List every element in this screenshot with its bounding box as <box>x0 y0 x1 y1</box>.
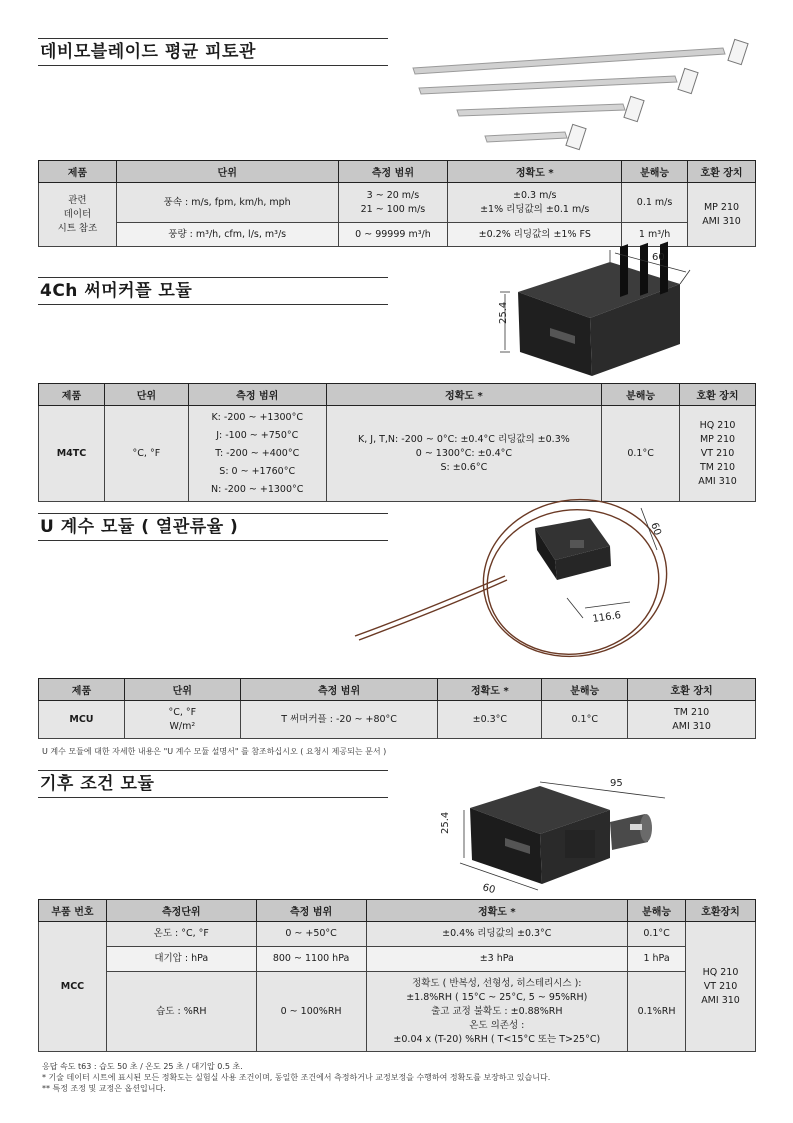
accuracy-cell: ±3 hPa <box>366 947 628 972</box>
table-header-row <box>39 161 756 183</box>
resolution-cell: 1 m³/h <box>622 223 688 247</box>
range-line: N: -200 ~ +1300°C <box>211 483 304 495</box>
unit-cell: °C, °F W/m² <box>124 701 240 739</box>
header-devices: 호환장치 <box>686 900 756 922</box>
climate-module-image <box>430 768 680 898</box>
table-row <box>39 183 756 223</box>
devices-cell: MP 210 AMI 310 <box>688 183 756 247</box>
header-part-number: 부품 번호 <box>39 900 107 922</box>
table-row <box>39 406 756 502</box>
footnotes <box>42 1061 550 1094</box>
thermo-module-image <box>480 248 700 383</box>
header-unit: 단위 <box>116 161 338 183</box>
product-cell: M4TC <box>39 406 105 502</box>
header-range: 측정 범위 <box>256 900 366 922</box>
resolution-cell: 0.1 m/s <box>622 183 688 223</box>
resolution-cell: 0.1%RH <box>628 972 686 1052</box>
thermo-section-title: 4Ch 써머커플 모듈 <box>38 277 388 305</box>
table-row <box>39 972 756 1052</box>
ucoef-note: U 계수 모듈에 대한 자세한 내용은 "U 계수 모듈 설명서" 를 참조하십시오 ( 요청시 제공되는 문서 ) <box>42 747 387 756</box>
ucoef-module-image <box>345 498 680 673</box>
accuracy-cell: ±0.3 m/s ±1% 리딩값의 ±0.1 m/s <box>448 183 622 223</box>
table-row <box>39 701 756 739</box>
resolution-cell: 0.1°C <box>628 922 686 947</box>
accuracy-cell: ±0.4% 리딩값의 ±0.3°C <box>366 922 628 947</box>
header-accuracy: 정확도 * <box>326 384 602 406</box>
dim-b-label: 116.6 <box>591 610 622 625</box>
header-product: 제품 <box>39 384 105 406</box>
dim-height-label: 25.4 <box>440 811 451 834</box>
header-devices: 호환 장치 <box>688 161 756 183</box>
header-unit: 측정단위 <box>106 900 256 922</box>
range-cell: T 써머커플 : -20 ~ +80°C <box>240 701 438 739</box>
ucoef-section-title: U 계수 모듈 ( 열관류율 ) <box>38 513 388 541</box>
header-devices: 호환 장치 <box>628 679 756 701</box>
unit-cell: 온도 : °C, °F <box>106 922 256 947</box>
table-row <box>39 947 756 972</box>
devices-cell: HQ 210 MP 210 VT 210 TM 210 AMI 310 <box>680 406 756 502</box>
pitot-tube-2 <box>419 68 698 94</box>
table-row <box>39 922 756 947</box>
thermocouple-cables <box>355 485 679 671</box>
header-resolution: 분해능 <box>602 384 680 406</box>
climate-module-body <box>470 786 610 884</box>
dim-height-label: 25.4 <box>498 301 509 324</box>
devices-cell: HQ 210 VT 210 AMI 310 <box>686 922 756 1052</box>
header-accuracy: 정확도 * <box>366 900 628 922</box>
range-line: J: -100 ~ +750°C <box>216 429 299 441</box>
product-cell: 관련 데이터 시트 참조 <box>39 183 117 247</box>
product-cell: MCU <box>39 701 125 739</box>
resolution-cell: 1 hPa <box>628 947 686 972</box>
range-line: K: -200 ~ +1300°C <box>211 411 303 423</box>
pitot-tube-4 <box>485 124 586 149</box>
product-cell: MCC <box>39 922 107 1052</box>
unit-cell: °C, °F <box>104 406 188 502</box>
table-header-row <box>39 900 756 922</box>
pitot-tubes-image <box>405 38 765 168</box>
accuracy-cell: ±0.2% 리딩값의 ±1% FS <box>448 223 622 247</box>
range-cell: 0 ~ +50°C <box>256 922 366 947</box>
climate-section-title: 기후 조건 모듈 <box>38 770 388 798</box>
header-devices: 호환 장치 <box>680 384 756 406</box>
pitot-tube-1 <box>413 39 748 74</box>
header-resolution: 분해능 <box>628 900 686 922</box>
accuracy-cell: 정확도 ( 반복성, 선형성, 히스테리시스 ): ±1.8%RH ( 15°C ~ 25°C, 5 ~ 95%RH) 출고 교정 불확도 : ±0.88%RH 온도 의존성 : ±0.04 x (T-20) %RH ( T<15°C 또는 T>25°C) <box>366 972 628 1052</box>
dim-a-label: 60 <box>648 521 663 537</box>
range-cell: 0 ~ 100%RH <box>256 972 366 1052</box>
pitot-section-title: 데비모블레이드 평균 피토관 <box>38 38 388 66</box>
header-range: 측정 범위 <box>338 161 448 183</box>
dim-width-label: 60 <box>481 882 497 897</box>
header-unit: 단위 <box>124 679 240 701</box>
table-header-row <box>39 679 756 701</box>
pitot-tube-3 <box>457 96 644 121</box>
thermo-spec-table <box>38 383 756 502</box>
header-range: 측정 범위 <box>188 384 326 406</box>
unit-cell: 풍량 : m³/h, cfm, l/s, m³/s <box>116 223 338 247</box>
unit-cell: 풍속 : m/s, fpm, km/h, mph <box>116 183 338 223</box>
unit-cell: 습도 : %RH <box>106 972 256 1052</box>
ucoef-module-body <box>535 518 611 580</box>
range-line: S: 0 ~ +1760°C <box>219 465 296 477</box>
unit-cell: 대기압 : hPa <box>106 947 256 972</box>
range-cell: 3 ~ 20 m/s 21 ~ 100 m/s <box>338 183 448 223</box>
dim-length-label: 95 <box>610 778 623 789</box>
header-product: 제품 <box>39 679 125 701</box>
footnote-options: ** 특정 조정 및 교정은 옵션입니다. <box>42 1084 166 1093</box>
range-cell: 800 ~ 1100 hPa <box>256 947 366 972</box>
pitot-spec-table <box>38 160 756 247</box>
table-header-row <box>39 384 756 406</box>
footnote-response-time: 응답 속도 t63 : 습도 50 초 / 온도 25 초 / 대기압 0.5 초. <box>42 1062 243 1071</box>
footnote-accuracy: * 기술 데이터 시트에 표시된 모든 정확도는 실험실 사용 조건이며, 동일한 조건에서 측정하거나 교정보정을 수행하여 정확도를 보장하고 있습니다. <box>42 1073 551 1082</box>
devices-cell: TM 210 AMI 310 <box>628 701 756 739</box>
resolution-cell: 0.1°C <box>542 701 628 739</box>
header-resolution: 분해능 <box>542 679 628 701</box>
climate-spec-table <box>38 899 756 1052</box>
range-cell: 0 ~ 99999 m³/h <box>338 223 448 247</box>
humidity-probe <box>610 814 652 850</box>
accuracy-cell: ±0.3°C <box>438 701 542 739</box>
dim-width-label: 60 <box>652 252 665 263</box>
accuracy-cell: K, J, T,N: -200 ~ 0°C: ±0.4°C 리딩값의 ±0.3% 0 ~ 1300°C: ±0.4°C S: ±0.6°C <box>326 406 602 502</box>
range-line: T: -200 ~ +400°C <box>215 447 300 459</box>
header-product: 제품 <box>39 161 117 183</box>
header-resolution: 분해능 <box>622 161 688 183</box>
header-unit: 단위 <box>104 384 188 406</box>
resolution-cell: 0.1°C <box>602 406 680 502</box>
header-accuracy: 정확도 * <box>438 679 542 701</box>
ucoef-spec-table <box>38 678 756 739</box>
header-range: 측정 범위 <box>240 679 438 701</box>
range-cell <box>188 406 326 502</box>
header-accuracy: 정확도 * <box>448 161 622 183</box>
